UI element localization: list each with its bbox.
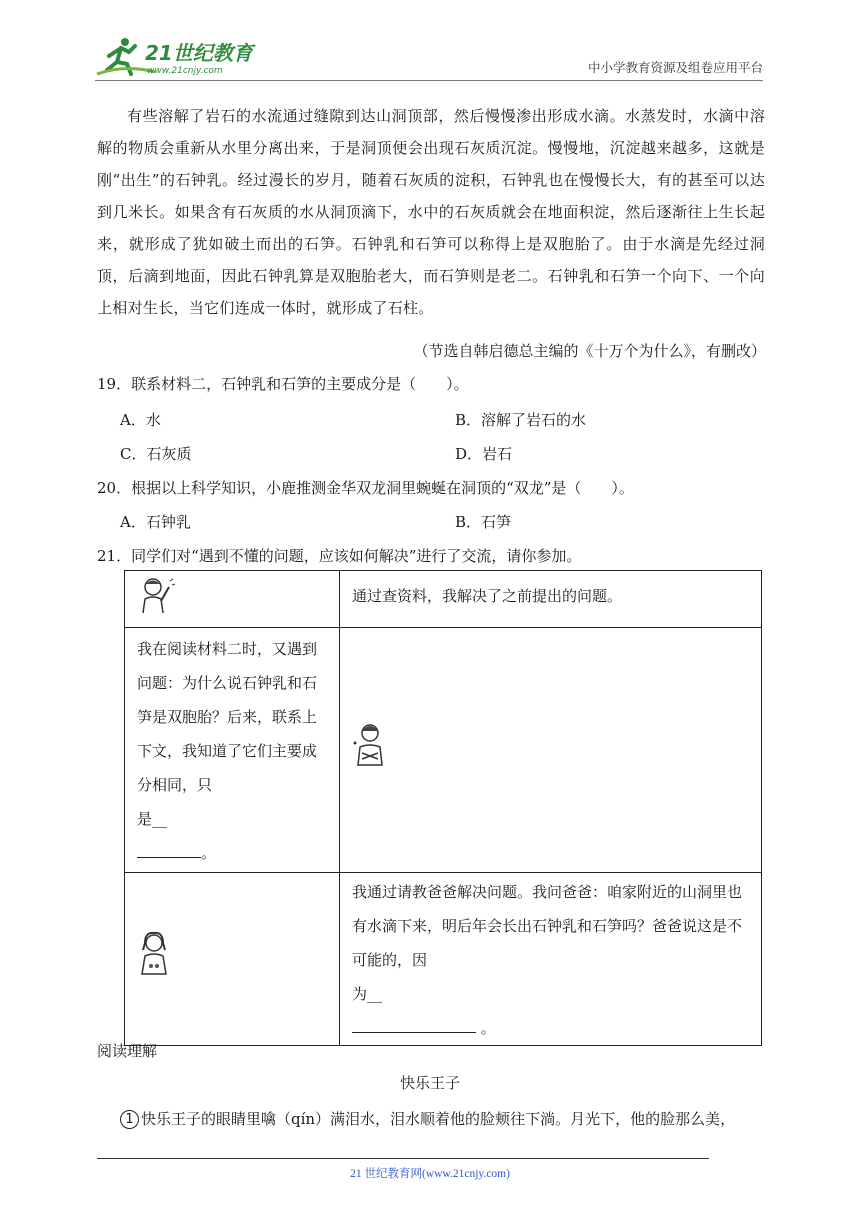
footer-divider — [97, 1158, 709, 1159]
logo-url: www.21cnjy.com — [147, 66, 223, 76]
q21-answer-blank-1[interactable] — [137, 841, 201, 858]
story-paragraph-text: 快乐王子的眼睛里噙（qín）满泪水，泪水顺着他的脸颊往下淌。月光下，他的脸那么美， — [141, 1110, 736, 1128]
boy-thinking-icon — [352, 721, 386, 767]
story-title: 快乐王子 — [399, 1074, 460, 1092]
q19-option-c[interactable]: C．石灰质 — [120, 445, 192, 463]
logo-text: 21世纪教育 — [145, 41, 253, 65]
q21-row1-left — [125, 571, 340, 628]
question-19-stem: 19．联系材料二，石钟乳和石笋的主要成分是（ ）。 — [97, 375, 469, 393]
q21-row3-end: 。 — [480, 1019, 496, 1037]
q20-option-b[interactable]: B．石笋 — [455, 513, 512, 531]
q21-table — [124, 570, 762, 1046]
q21-row2-text-b: 是__ — [137, 810, 168, 828]
passage-paragraph: 有些溶解了岩石的水流通过缝隙到达山洞顶部，然后慢慢渗出形成水滴。水蒸发时，水滴中溶解的物质会重新从水里分离出来，于是洞顶便会出现石灰质沉淀。慢慢地，沉淀越来越多，这就是刚“出生”的石钟乳。经过漫长的岁月，随着石灰质的淀积，石钟乳也在慢慢长大，有的甚至可以达到几米长。如果含有石灰质的水从洞顶滴下，水中的石灰质就会在地面积淀，然后逐渐往上生长起来，就形成了犹如破土而出的石笋。石钟乳和石笋可以称得上是双胞胎了。由于水滴是先经过洞顶，后滴到地面，因此石钟乳算是双胞胎老大，而石笋则是老二。石钟乳和石笋一个向下、一个向上相对生长，当它们连成一体时，就形成了石柱。 — [97, 107, 765, 317]
girl-icon — [137, 930, 171, 976]
q21-row1-right: 通过查资料，我解决了之前提出的问题。 — [340, 571, 762, 628]
q21-row2-left — [125, 628, 340, 873]
boy-raising-hand-icon — [137, 575, 177, 615]
q21-row3-text: 我通过请教爸爸解决问题。我问爸爸：咱家附近的山洞里也有水滴下来，明后年会长出石钟乳和石笋吗？爸爸说这是不可能的，因 — [352, 883, 743, 969]
q21-answer-blank-2[interactable] — [352, 1016, 476, 1033]
q21-row3-left — [125, 873, 340, 1046]
q20-option-a[interactable]: A．石钟乳 — [120, 513, 191, 531]
platform-name: 中小学教育资源及组卷应用平台 — [587, 60, 763, 75]
question-21-stem: 21．同学们对“遇到不懂的问题，应该如何解决”进行了交流，请你参加。 — [97, 547, 582, 565]
site-logo — [95, 34, 265, 76]
page-header — [95, 30, 763, 80]
q21-row3-right — [340, 873, 762, 1046]
passage-source: （节选自韩启德总主编的《十万个为什么》，有删改） — [413, 342, 766, 360]
q19-option-d[interactable]: D．岩石 — [455, 445, 513, 463]
q21-row2-end: 。 — [201, 844, 217, 862]
header-divider — [95, 80, 763, 81]
page-footer[interactable]: 21 世纪教育网(www.21cnjy.com) — [350, 1168, 510, 1180]
question-20-stem: 20．根据以上科学知识，小鹿推测金华双龙洞里蜿蜒在洞顶的“双龙”是（ ）。 — [97, 479, 634, 497]
q21-row2-right — [340, 628, 762, 873]
q21-row2-text: 我在阅读材料二时，又遇到问题：为什么说石钟乳和石笋是双胞胎？后来，联系上下文，我知道了它们主要成分相同，只 — [137, 640, 318, 794]
q19-option-b[interactable]: B．溶解了岩石的水 — [455, 411, 587, 429]
story-paragraph-1 — [120, 1103, 770, 1135]
section-label: 阅读理解 — [97, 1042, 158, 1060]
q19-option-a[interactable]: A．水 — [120, 411, 161, 429]
q21-row3-text-b: 为__ — [352, 985, 383, 1003]
paragraph-number: 1 — [120, 1110, 139, 1129]
